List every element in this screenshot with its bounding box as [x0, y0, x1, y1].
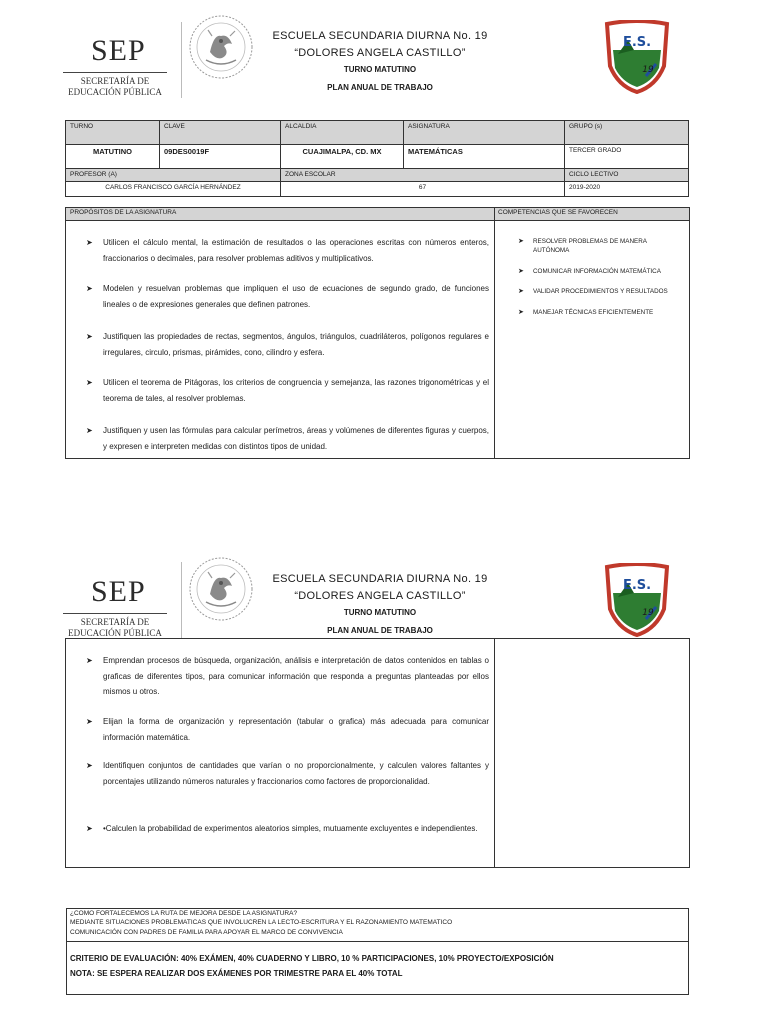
sep-logo-text: SEP: [91, 34, 146, 67]
asignatura-value: MATEMÁTICAS: [404, 145, 565, 169]
arrow-bullet-icon: ➤: [86, 284, 93, 293]
alcaldia-value: CUAJIMALPA, CD. MX: [281, 145, 404, 169]
improvement-line-1: MEDIANTE SITUACIONES PROBLEMATICAS QUE INVOLUCREN LA LECTO-ESCRITURA Y EL RAZONAMIENTO MATEMATICO: [70, 919, 453, 926]
arrow-bullet-icon: ➤: [518, 268, 524, 275]
competency-text: RESOLVER PROBLEMAS DE MANERA AUTÓNOMA: [533, 238, 647, 254]
crest-text: E.S.: [622, 578, 652, 593]
arrow-bullet-icon: ➤: [86, 717, 93, 726]
logo-divider: [181, 22, 182, 98]
grupo-value: TERCER GRADO: [565, 145, 689, 169]
sep-logo-text: SEP: [91, 575, 146, 608]
school-crest-icon: [604, 563, 670, 637]
competency-text: VALIDAR PROCEDIMIENTOS Y RESULTADOS: [533, 288, 668, 295]
sep-logo-subtitle-1: SECRETARÍA DE: [80, 617, 150, 627]
purpose-item: [86, 758, 489, 789]
grupo-label: GRUPO (s): [565, 121, 689, 145]
sep-logo-subtitle-2: EDUCACIÓN PÚBLICA: [68, 87, 162, 97]
school-subtitle: “DOLORES ANGELA CASTILLO”: [294, 47, 466, 59]
sep-logo-rule: [63, 72, 167, 73]
sep-logo: [63, 575, 167, 638]
sep-logo-rule: [63, 613, 167, 614]
purpose-text: Justifiquen y usen las fórmulas para calcular perímetros, áreas y volúmenes de diferentes figuras y cuerpos, y expresen e interpreten medidas con distintos tipos de unidad.: [103, 426, 489, 451]
purposes-header: PROPÓSITOS DE LA ASIGNATURA: [70, 209, 177, 216]
purpose-item: [86, 821, 489, 837]
turno-label: TURNO: [66, 121, 160, 145]
evaluation-note: NOTA: SE ESPERA REALIZAR DOS EXÁMENES POR TRIMESTRE PARA EL 40% TOTAL: [70, 969, 403, 978]
evaluation-box: [66, 940, 689, 995]
competency-text: COMUNICAR INFORMACIÓN MATEMÁTICA: [533, 268, 661, 275]
purpose-text: •Calculen la probabilidad de experimentos aleatorios simples, mutuamente excluyentes e independientes.: [103, 824, 478, 833]
arrow-bullet-icon: ➤: [518, 238, 524, 245]
sep-logo-subtitle-2: EDUCACIÓN PÚBLICA: [68, 628, 162, 638]
arrow-bullet-icon: ➤: [86, 656, 93, 665]
purpose-text: Identifiquen conjuntos de cantidades que varían o no proporcionalmente, y calculen valores faltantes y porcentajes utilizando números naturales y fraccionarios como factores de proporcionalidad.: [103, 761, 489, 786]
purposes-column-divider: [494, 208, 495, 458]
crest-number: 19: [642, 65, 654, 75]
crest-number: 19: [642, 608, 654, 618]
purpose-item: [86, 329, 489, 360]
shift-label: TURNO MATUTINO: [343, 65, 417, 74]
asignatura-label: ASIGNATURA: [404, 121, 565, 145]
crest-text: E.S.: [622, 35, 652, 50]
clave-value: 09DES0019F: [160, 145, 281, 169]
purpose-item: [86, 281, 489, 312]
arrow-bullet-icon: ➤: [86, 238, 93, 247]
purpose-text: Utilicen el cálculo mental, la estimación de resultados o las operaciones escritas con números enteros, fraccionarios o decimales, para resolver problemas aditivos y multiplicativos.: [103, 238, 489, 263]
document-title: PLAN ANUAL DE TRABAJO: [327, 83, 433, 92]
purpose-text: Elijan la forma de organización y representación (tabular o grafica) más adecuada para comunicar información matemática.: [103, 717, 489, 742]
logo-divider: [181, 562, 182, 638]
alcaldia-label: ALCALDIA: [281, 121, 404, 145]
page2-title-block: [230, 573, 530, 635]
competency-item: [518, 287, 683, 296]
school-name: ESCUELA SECUNDARIA DIURNA No. 19: [272, 30, 488, 42]
purposes-column-divider: [494, 639, 495, 867]
page1-title-block: [230, 30, 530, 92]
competency-item: [518, 308, 683, 317]
zona-value: 67: [281, 182, 565, 197]
document-title: PLAN ANUAL DE TRABAJO: [327, 626, 433, 635]
sep-logo: [63, 34, 167, 97]
competency-item: [518, 267, 683, 276]
purposes-table-header: [66, 208, 689, 221]
sep-logo-subtitle-1: SECRETARÍA DE: [80, 76, 150, 86]
shift-label: TURNO MATUTINO: [343, 608, 417, 617]
zona-label: ZONA ESCOLAR: [281, 169, 565, 182]
arrow-bullet-icon: ➤: [86, 332, 93, 341]
arrow-bullet-icon: ➤: [518, 309, 524, 316]
purpose-text: Modelen y resuelvan problemas que impliquen el uso de ecuaciones de segundo grado, de funciones lineales o de expresiones generales que definen patrones.: [103, 284, 489, 309]
purpose-item: [86, 423, 489, 454]
turno-value: MATUTINO: [66, 145, 160, 169]
arrow-bullet-icon: ➤: [86, 426, 93, 435]
clave-label: CLAVE: [160, 121, 281, 145]
purpose-text: Emprendan procesos de búsqueda, organización, análisis e interpretación de datos contenidos en tablas o graficas de diferentes tipos, para comunicar información que responda a preguntas planteadas por ellos mismos u otros.: [103, 656, 489, 696]
purpose-item: [86, 235, 489, 266]
ciclo-label: CICLO LECTIVO: [565, 169, 689, 182]
profesor-label: PROFESOR (A): [66, 169, 281, 182]
arrow-bullet-icon: ➤: [518, 288, 524, 295]
competency-text: MANEJAR TÉCNICAS EFICIENTEMENTE: [533, 309, 654, 316]
competencies-header: COMPETENCIAS QUE SE FAVORECEN: [498, 209, 618, 216]
purposes-table: [65, 207, 690, 459]
profesor-value: CARLOS FRANCISCO GARCÍA HERNÁNDEZ: [66, 182, 281, 197]
ciclo-value: 2019-2020: [565, 182, 689, 197]
evaluation-criteria: CRITERIO DE EVALUACIÓN: 40% EXÁMEN, 40% CUADERNO Y LIBRO, 10 % PARTICIPACIONES, 10% PROYECTO/EXPOSICIÓN: [70, 954, 554, 963]
competency-item: [518, 237, 658, 255]
school-subtitle: “DOLORES ANGELA CASTILLO”: [294, 590, 466, 602]
purpose-text: Justifiquen las propiedades de rectas, segmentos, ángulos, triángulos, cuadriláteros, polígonos regulares e irregulares, circulo, prismas, pirámides, cono, cilindro y esfera.: [103, 332, 489, 357]
purposes-table-continued: [65, 638, 690, 868]
improvement-line-2: COMUNICACIÓN CON PADRES DE FAMILIA PARA APOYAR EL MARCO DE CONVIVENCIA: [70, 929, 343, 936]
arrow-bullet-icon: ➤: [86, 761, 93, 770]
arrow-bullet-icon: ➤: [86, 378, 93, 387]
purpose-item: [86, 375, 489, 406]
info-table: [65, 120, 689, 197]
purpose-item: [86, 714, 489, 745]
purpose-item: [86, 653, 489, 700]
school-name: ESCUELA SECUNDARIA DIURNA No. 19: [272, 573, 488, 585]
arrow-bullet-icon: ➤: [86, 824, 93, 833]
improvement-question: ¿COMO FORTALECEMOS LA RUTA DE MEJORA DESDE LA ASIGNATURA?: [70, 910, 298, 917]
school-crest-icon: [604, 20, 670, 94]
improvement-route-box: [66, 908, 689, 942]
purpose-text: Utilicen el teorema de Pitágoras, los criterios de congruencia y semejanza, las razones trigonométricas y el teorema de tales, al resolver problemas.: [103, 378, 489, 403]
